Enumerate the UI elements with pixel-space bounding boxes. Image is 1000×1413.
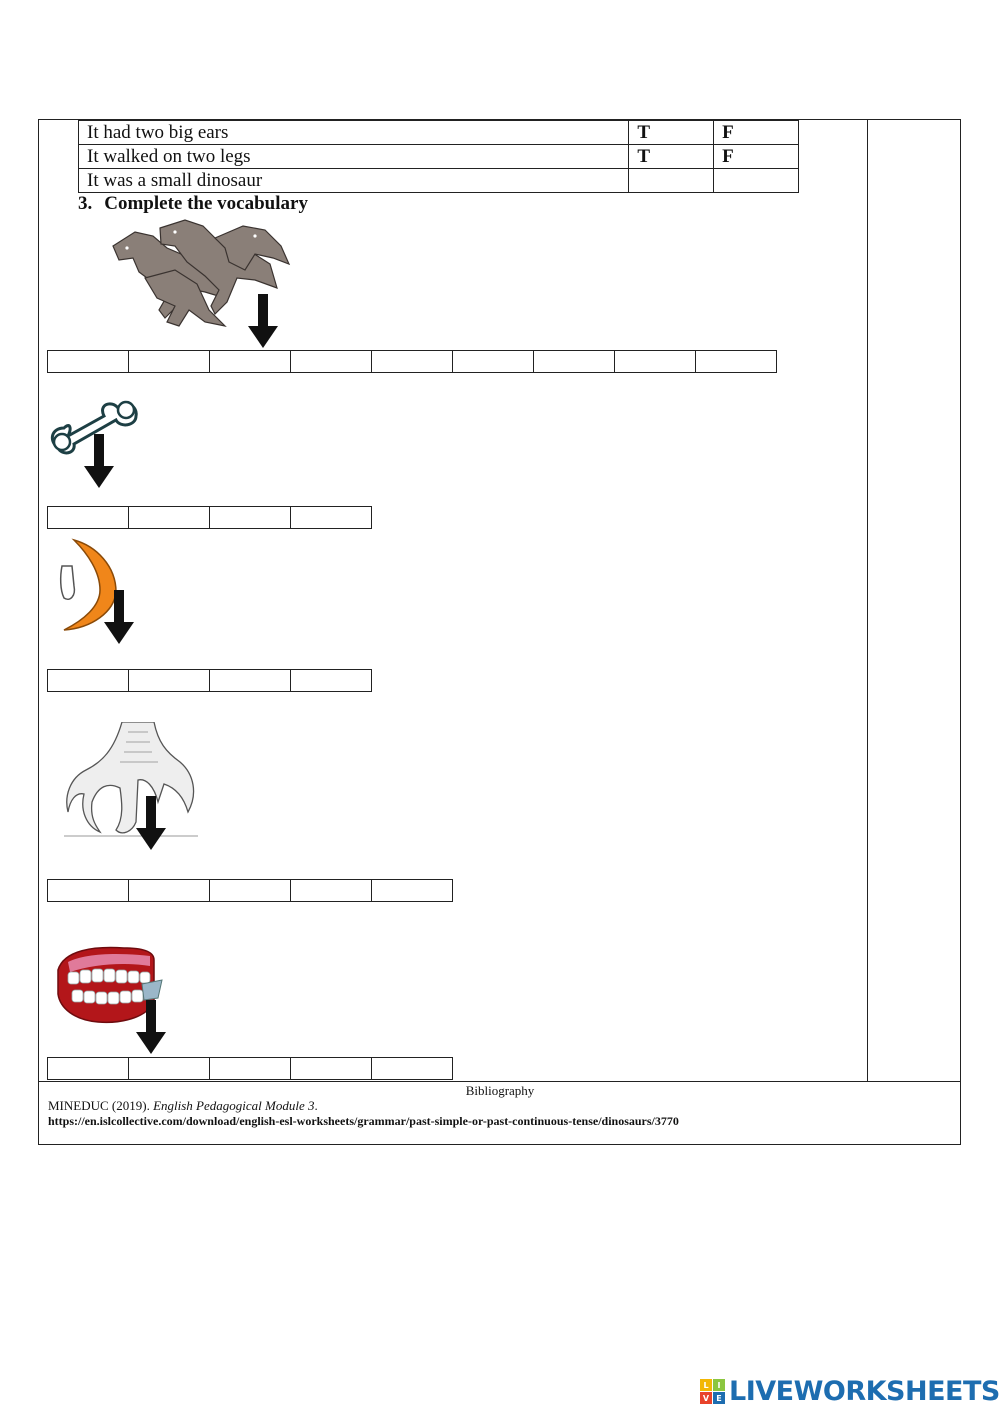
letter-box[interactable] xyxy=(371,350,453,373)
logo-letter: L xyxy=(700,1379,712,1391)
letter-box[interactable] xyxy=(209,879,291,902)
letter-box[interactable] xyxy=(290,506,372,529)
down-arrow-icon xyxy=(104,590,134,644)
vocabulary-answer-boxes[interactable] xyxy=(47,1057,453,1080)
true-option[interactable] xyxy=(629,169,714,193)
false-option[interactable]: F xyxy=(714,145,799,169)
bibliography-divider xyxy=(38,1081,961,1082)
true-option[interactable]: T xyxy=(629,121,714,145)
source-title: English Pedagogical Module 3 xyxy=(153,1098,315,1113)
letter-box[interactable] xyxy=(695,350,777,373)
letter-box[interactable] xyxy=(371,1057,453,1080)
section-title: Complete the vocabulary xyxy=(104,193,308,214)
table-row xyxy=(79,145,799,169)
letter-box[interactable] xyxy=(47,506,129,529)
vocabulary-answer-boxes[interactable] xyxy=(47,879,453,902)
brand-logo-icon xyxy=(700,1379,725,1404)
liveworksheets-brand[interactable] xyxy=(700,1376,1000,1407)
letter-box[interactable] xyxy=(452,350,534,373)
vocabulary-answer-boxes[interactable] xyxy=(47,669,372,692)
true-option[interactable]: T xyxy=(629,145,714,169)
letter-box[interactable] xyxy=(128,1057,210,1080)
letter-box[interactable] xyxy=(290,350,372,373)
letter-box[interactable] xyxy=(290,879,372,902)
letter-box[interactable] xyxy=(128,879,210,902)
letter-box[interactable] xyxy=(47,669,129,692)
letter-box[interactable] xyxy=(47,350,129,373)
table-row xyxy=(79,169,799,193)
statement-cell: It was a small dinosaur xyxy=(79,169,629,193)
source-prefix: MINEDUC (2019). xyxy=(48,1098,154,1113)
source-suffix: . xyxy=(314,1098,318,1113)
letter-box[interactable] xyxy=(209,350,291,373)
down-arrow-icon xyxy=(84,434,114,488)
false-option[interactable] xyxy=(714,169,799,193)
vocabulary-answer-boxes[interactable] xyxy=(47,350,777,373)
letter-box[interactable] xyxy=(209,669,291,692)
letter-box[interactable] xyxy=(128,350,210,373)
letter-box[interactable] xyxy=(371,879,453,902)
letter-box[interactable] xyxy=(209,1057,291,1080)
down-arrow-icon xyxy=(136,796,166,850)
statement-cell: It had two big ears xyxy=(79,121,629,145)
letter-box[interactable] xyxy=(290,1057,372,1080)
section-number: 3. xyxy=(78,193,93,214)
letter-box[interactable] xyxy=(290,669,372,692)
letter-box[interactable] xyxy=(128,669,210,692)
down-arrow-icon xyxy=(248,294,278,348)
logo-letter: I xyxy=(713,1379,725,1391)
margin-column-divider xyxy=(867,119,868,1082)
statement-cell: It walked on two legs xyxy=(79,145,629,169)
claws-icon xyxy=(62,722,202,840)
letter-box[interactable] xyxy=(128,506,210,529)
letter-box[interactable] xyxy=(209,506,291,529)
section-heading xyxy=(78,193,308,215)
vocabulary-answer-boxes[interactable] xyxy=(47,506,372,529)
bibliography-source xyxy=(48,1098,318,1114)
down-arrow-icon xyxy=(136,1000,166,1054)
bibliography-title: Bibliography xyxy=(465,1083,535,1098)
logo-letter: V xyxy=(700,1392,712,1404)
false-option[interactable]: F xyxy=(714,121,799,145)
brand-name: LIVEWORKSHEETS xyxy=(729,1376,1000,1407)
letter-box[interactable] xyxy=(533,350,615,373)
table-row xyxy=(79,121,799,145)
letter-box[interactable] xyxy=(614,350,696,373)
logo-letter: E xyxy=(713,1392,725,1404)
letter-box[interactable] xyxy=(47,1057,129,1080)
letter-box[interactable] xyxy=(47,879,129,902)
true-false-table xyxy=(78,120,799,193)
bibliography-url[interactable]: https://en.islcollective.com/download/english-esl-worksheets/grammar/past-simple-or-past-continuous-tense/dinosaurs/3770 xyxy=(48,1114,679,1128)
